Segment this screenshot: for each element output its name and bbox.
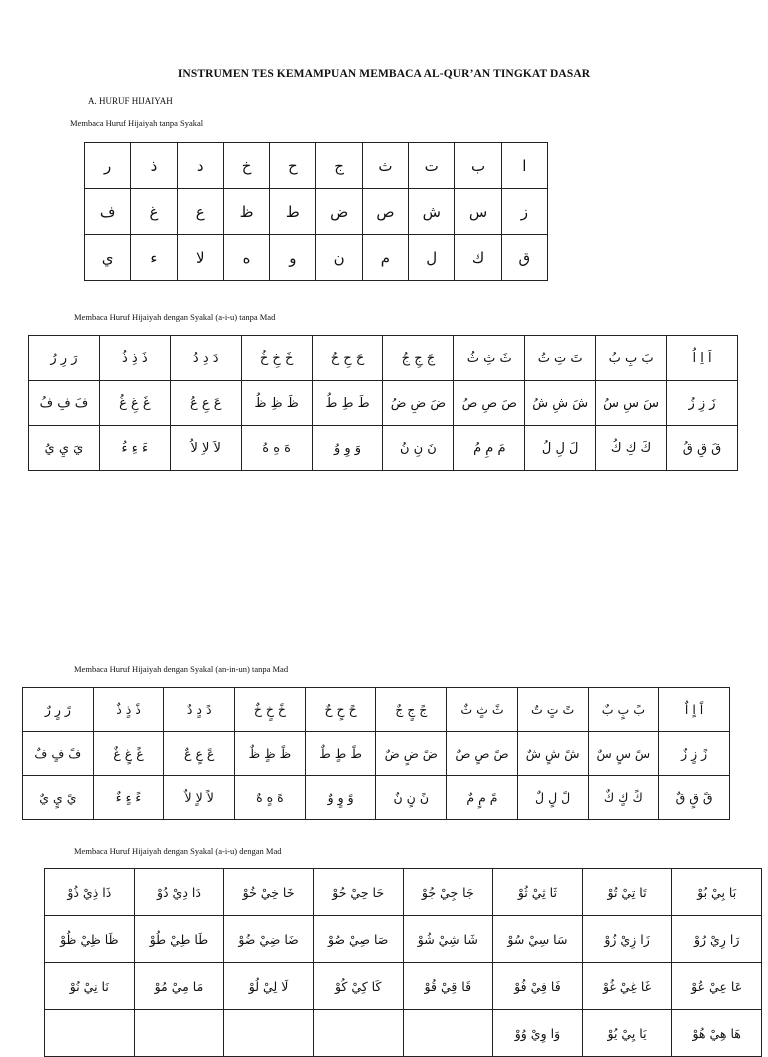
table-row <box>45 916 762 963</box>
table-cell <box>403 1010 493 1057</box>
table-cell: قَا قِيْ قُوْ <box>403 963 493 1010</box>
table-cell: خً خٍ خٌ <box>235 688 306 732</box>
table-cell: ج <box>316 143 362 189</box>
table-cell: ف <box>85 189 131 235</box>
table-row <box>23 732 730 776</box>
table-cell: شَ شِ شُ <box>525 381 596 426</box>
table-cell: كَا كِيْ كُوْ <box>313 963 403 1010</box>
table-cell: رَا رِيْ رُوْ <box>672 916 762 963</box>
table-cell: جَا جِيْ جُوْ <box>403 869 493 916</box>
table-cell: غَ غِ غُ <box>99 381 170 426</box>
table-cell: بً بٍ بٌ <box>588 688 659 732</box>
table-cell: ثَا ثِيْ ثُوْ <box>493 869 583 916</box>
table-cell: صَ صِ صُ <box>454 381 525 426</box>
table-cell: و <box>270 235 316 281</box>
table-cell: طً طٍ طٌ <box>305 732 376 776</box>
table-cell: ذَ ذِ ذُ <box>99 336 170 381</box>
table-cell: ظ <box>223 189 269 235</box>
table-cell: ء <box>131 235 177 281</box>
table-cell: ظَا ظِيْ ظُوْ <box>45 916 135 963</box>
table-cell: دَ دِ دُ <box>170 336 241 381</box>
table-cell: تَا تِيْ تُوْ <box>582 869 672 916</box>
table-cell: ض <box>316 189 362 235</box>
table-cell: مَا مِيْ مُوْ <box>134 963 224 1010</box>
table-cell: ز <box>501 189 547 235</box>
table-cell: حَ حِ حُ <box>312 336 383 381</box>
table-cell: عَ عِ عُ <box>170 381 241 426</box>
table-cell: خ <box>223 143 269 189</box>
table-cell: لاَ لاِ لاُ <box>170 426 241 471</box>
table-cell: ع <box>177 189 223 235</box>
table-cell: ثَ ثِ ثُ <box>454 336 525 381</box>
table-cell: ا <box>501 143 547 189</box>
table-row <box>45 1010 762 1057</box>
table-cell: كً كٍ كٌ <box>588 776 659 820</box>
table-cell: س <box>455 189 501 235</box>
table-cell: عً عٍ عٌ <box>164 732 235 776</box>
table-row <box>45 869 762 916</box>
table-cell: بَا بِيْ بُوْ <box>672 869 762 916</box>
table-cell: طَا طِيْ طُوْ <box>134 916 224 963</box>
table-cell: خَا خِيْ خُوْ <box>224 869 314 916</box>
table-cell: ذَا ذِيْ ذُوْ <box>45 869 135 916</box>
table-cell: لً لٍ لٌ <box>517 776 588 820</box>
table-row <box>29 426 738 471</box>
table-cell: ذً ذٍ ذٌ <box>93 688 164 732</box>
table-cell: ط <box>270 189 316 235</box>
table-cell: ك <box>455 235 501 281</box>
table-cell: ح <box>270 143 316 189</box>
table-cell: عَا عِيْ عُوْ <box>672 963 762 1010</box>
table-cell: ص <box>362 189 408 235</box>
table-cell: شَا شِيْ شُوْ <box>403 916 493 963</box>
table-cell: ضَ ضِ ضُ <box>383 381 454 426</box>
table-cell: ضً ضٍ ضٌ <box>376 732 447 776</box>
caption-table-3: Membaca Huruf Hijaiyah dengan Syakal (an-in-un) tanpa Mad <box>74 664 289 674</box>
table-cell: هَ هِ هُ <box>241 426 312 471</box>
table-cell: بَ بِ بُ <box>596 336 667 381</box>
table-cell: ت <box>409 143 455 189</box>
table-cell: ظَ ظِ ظُ <box>241 381 312 426</box>
table-cell: قَ قِ قُ <box>667 426 738 471</box>
table-cell: اَ اِ اُ <box>667 336 738 381</box>
table-cell: ي <box>85 235 131 281</box>
table-cell: زَ زِ زُ <box>667 381 738 426</box>
table-cell: سَا سِيْ سُوْ <box>493 916 583 963</box>
table-cell: لاً لاٍ لاٌ <box>164 776 235 820</box>
table-cell: سً سٍ سٌ <box>588 732 659 776</box>
table-cell: غً غٍ غٌ <box>93 732 164 776</box>
table-cell: رً رٍ رٌ <box>23 688 94 732</box>
table-cell: ق <box>501 235 547 281</box>
table-syakal-mad <box>44 868 762 1057</box>
table-cell <box>224 1010 314 1057</box>
table-cell: اً اٍ اٌ <box>659 688 730 732</box>
table-cell: ءً ءٍ ءٌ <box>93 776 164 820</box>
table-cell: جً جٍ جٌ <box>376 688 447 732</box>
table-cell: ضَا ضِيْ ضُوْ <box>224 916 314 963</box>
table-cell: نً نٍ نٌ <box>376 776 447 820</box>
table-row <box>29 381 738 426</box>
table-cell: دً دٍ دٌ <box>164 688 235 732</box>
table-cell: تَ تِ تُ <box>525 336 596 381</box>
table-row <box>85 235 548 281</box>
table-cell: يَا يِيْ يُوْ <box>582 1010 672 1057</box>
table-cell: لَا لِيْ لُوْ <box>224 963 314 1010</box>
table-cell: فً فٍ فٌ <box>23 732 94 776</box>
table-cell: فَ فِ فُ <box>29 381 100 426</box>
caption-table-1: Membaca Huruf Hijaiyah tanpa Syakal <box>70 118 204 128</box>
table-cell: زً زٍ زٌ <box>659 732 730 776</box>
table-cell: د <box>177 143 223 189</box>
table-cell: طَ طِ طُ <box>312 381 383 426</box>
table-cell: يَ يِ يُ <box>29 426 100 471</box>
table-cell: مَ مِ مُ <box>454 426 525 471</box>
table-cell: رَ رِ رُ <box>29 336 100 381</box>
table-cell: لا <box>177 235 223 281</box>
table-cell: ر <box>85 143 131 189</box>
caption-table-2: Membaca Huruf Hijaiyah dengan Syakal (a-i-u) tanpa Mad <box>74 312 276 322</box>
table-cell: نَا نِيْ نُوْ <box>45 963 135 1010</box>
table-cell: تً تٍ تٌ <box>517 688 588 732</box>
table-syakal-tanwin <box>22 687 730 820</box>
table-cell: قً قٍ قٌ <box>659 776 730 820</box>
table-cell: يً يٍ يٌ <box>23 776 94 820</box>
table-syakal-aiu <box>28 335 738 471</box>
table-row <box>23 688 730 732</box>
table-row <box>45 963 762 1010</box>
table-cell: ثً ثٍ ثٌ <box>447 688 518 732</box>
table-row <box>23 776 730 820</box>
table-cell: ه <box>223 235 269 281</box>
table-cell: زَا زِيْ زُوْ <box>582 916 672 963</box>
table-cell: خَ خِ خُ <box>241 336 312 381</box>
table-cell: وَا وِيْ وُوْ <box>493 1010 583 1057</box>
table-cell <box>134 1010 224 1057</box>
table-cell: وَ وِ وُ <box>312 426 383 471</box>
table-cell: سَ سِ سُ <box>596 381 667 426</box>
table-cell: ن <box>316 235 362 281</box>
table-cell: جَ جِ جُ <box>383 336 454 381</box>
table-cell: كَ كِ كُ <box>596 426 667 471</box>
table-cell: نَ نِ نُ <box>383 426 454 471</box>
table-cell: حَا حِيْ حُوْ <box>313 869 403 916</box>
table-cell: غ <box>131 189 177 235</box>
table-letters-no-syakal <box>84 142 548 281</box>
table-cell: ذ <box>131 143 177 189</box>
table-row <box>85 143 548 189</box>
table-cell: ب <box>455 143 501 189</box>
table-cell: وً وٍ وٌ <box>305 776 376 820</box>
table-cell: ش <box>409 189 455 235</box>
table-cell: فَا فِيْ فُوْ <box>493 963 583 1010</box>
table-cell: شً شٍ شٌ <box>517 732 588 776</box>
table-cell: صَا صِيْ صُوْ <box>313 916 403 963</box>
table-cell: م <box>362 235 408 281</box>
table-cell: مً مٍ مٌ <box>447 776 518 820</box>
table-cell: هً هٍ هٌ <box>235 776 306 820</box>
table-cell: صً صٍ صٌ <box>447 732 518 776</box>
table-cell: غَا غِيْ غُوْ <box>582 963 672 1010</box>
table-cell: ث <box>362 143 408 189</box>
table-cell <box>45 1010 135 1057</box>
table-cell: حً حٍ حٌ <box>305 688 376 732</box>
document-title: INSTRUMEN TES KEMAMPUAN MEMBACA AL-QUR’AN TINGKAT DASAR <box>177 68 591 80</box>
table-cell: ءَ ءِ ءُ <box>99 426 170 471</box>
table-row <box>85 189 548 235</box>
table-cell: ظً ظٍ ظٌ <box>235 732 306 776</box>
table-cell <box>313 1010 403 1057</box>
table-cell: هَا هِيْ هُوْ <box>672 1010 762 1057</box>
table-cell: ل <box>409 235 455 281</box>
section-heading: A. HURUF HIJAIYAH <box>88 96 173 106</box>
caption-table-4: Membaca Huruf Hijaiyah dengan Syakal (a-i-u) dengan Mad <box>74 846 282 856</box>
table-row <box>29 336 738 381</box>
table-cell: لَ لِ لُ <box>525 426 596 471</box>
table-cell: دَا دِيْ دُوْ <box>134 869 224 916</box>
